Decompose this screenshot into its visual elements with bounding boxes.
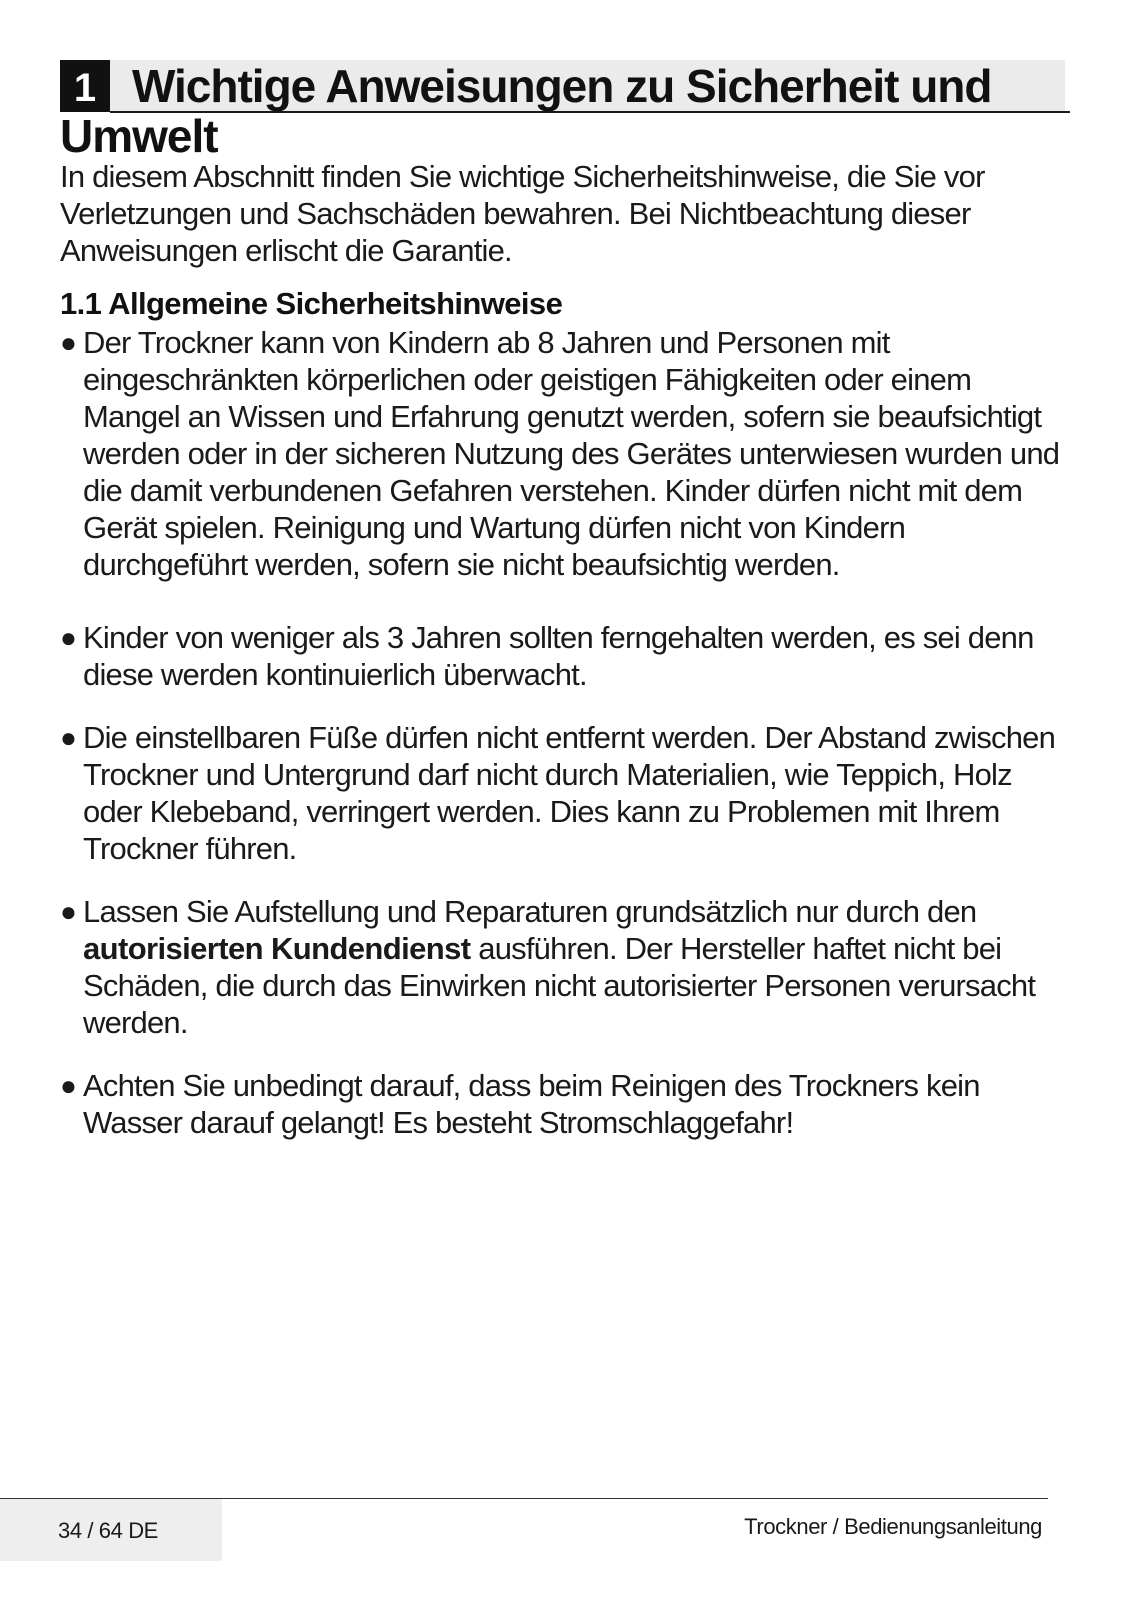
- document-title: Trockner / Bedienungsanleitung: [744, 1514, 1042, 1539]
- list-item-text: Achten Sie unbedingt darauf, dass beim Reinigen des Trockners kein Wasser darauf gelangt! Es besteht Stromschlaggefahr!: [83, 1068, 980, 1140]
- list-item-text: Kinder von weniger als 3 Jahren sollten ferngehalten werden, es sei denn diese werden kontinuierlich überwacht.: [83, 620, 1034, 692]
- emphasized-service-name: autorisierten Kundendienst: [83, 931, 471, 966]
- safety-instructions-list: [60, 324, 1070, 1141]
- bullet-icon: ●: [60, 327, 77, 358]
- subsection-title: 1.1 Allgemeine Sicherheitshinweise: [60, 286, 563, 321]
- list-item: [60, 324, 1070, 583]
- bullet-icon: ●: [60, 1070, 77, 1101]
- section-number-badge: 1: [60, 60, 110, 112]
- list-item: [60, 719, 1070, 867]
- section-title-continued: Umwelt: [60, 110, 218, 162]
- list-item: [60, 619, 1070, 693]
- list-item: [60, 1067, 1070, 1141]
- list-item: [60, 893, 1070, 1041]
- list-item-text-end: ausführen. Der Hersteller haftet nicht bei Schäden, die durch das Einwirken nicht autorisierter Personen verursacht werden.: [83, 931, 1036, 1040]
- bullet-icon: ●: [60, 622, 77, 653]
- bullet-icon: ●: [60, 722, 77, 753]
- list-item-text-start: Lassen Sie Aufstellung und Reparaturen grundsätzlich nur durch den: [83, 894, 977, 929]
- list-item-text: Die einstellbaren Füße dürfen nicht entfernt werden. Der Abstand zwischen Trockner und Untergrund darf nicht durch Materialien, wie Teppich, Holz oder Klebeband, verringert werden. Dies kann zu Problemen mit Ihrem Trockner führen.: [83, 720, 1056, 866]
- section-title: Wichtige Anweisungen zu Sicherheit und: [132, 60, 992, 112]
- section-intro: In diesem Abschnitt finden Sie wichtige Sicherheitshinweise, die Sie vor Verletzungen und Sachschäden bewahren. Bei Nichtbeachtung dieser Anweisungen erlischt die Garantie.: [60, 159, 985, 268]
- bullet-icon: ●: [60, 896, 77, 927]
- page-number: 34 / 64 DE: [58, 1518, 158, 1543]
- list-item-text: Der Trockner kann von Kindern ab 8 Jahren und Personen mit eingeschränkten körperlichen oder geistigen Fähigkeiten oder einem Mangel an Wissen und Erfahrung genutzt werden, sofern sie beaufsichtigt werden oder in der sicheren Nutzung des Gerätes unterwiesen wurden und die damit verbundenen Gefahren verstehen. Kinder dürfen nicht mit dem Gerät spielen. Reinigung und Wartung dürfen nicht von Kindern durchgeführt werden, sofern sie nicht beaufsichtig werden.: [83, 325, 1060, 582]
